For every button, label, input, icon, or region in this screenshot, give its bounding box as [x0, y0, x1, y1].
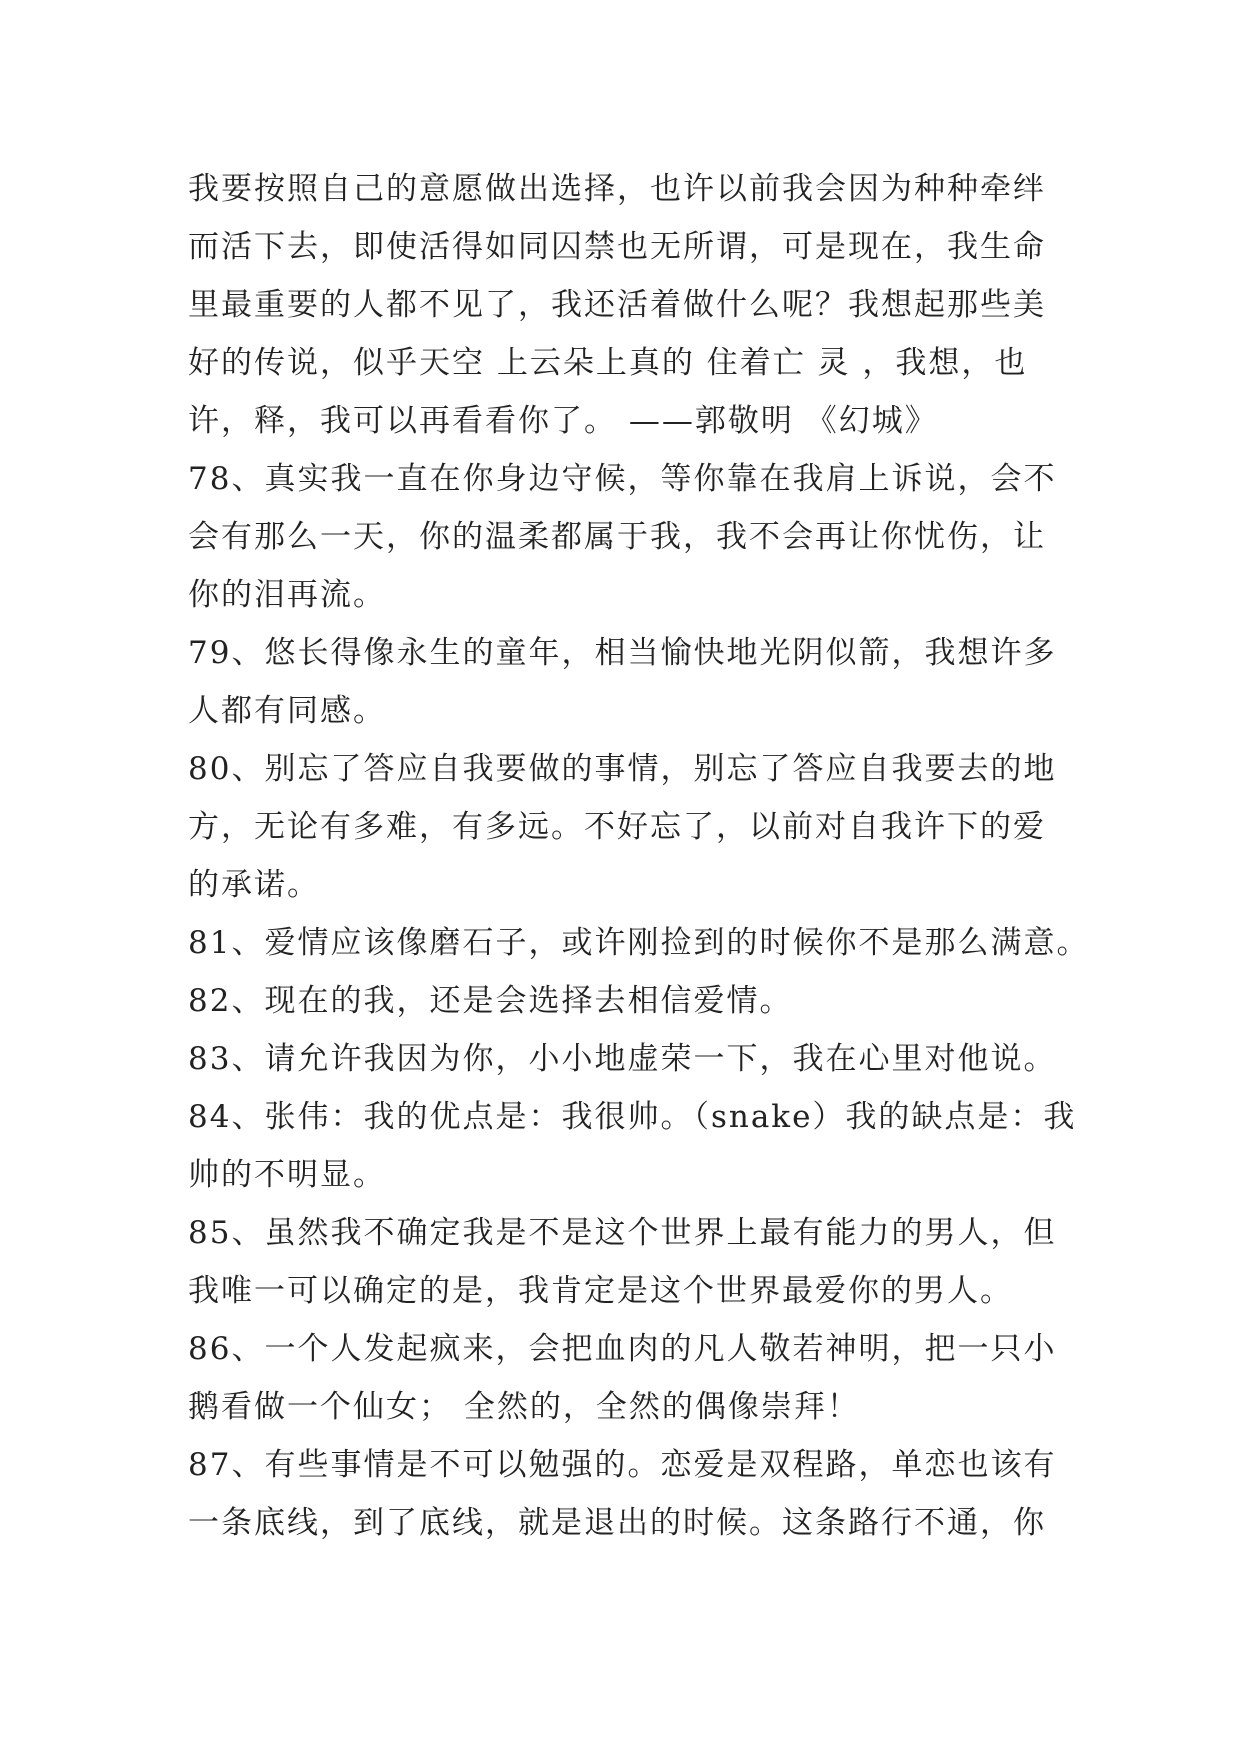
text-line: 78、真实我一直在你身边守候，等你靠在我肩上诉说，会不 [188, 461, 1057, 497]
text-line: 86、一个人发起疯来，会把血肉的凡人敬若神明，把一只小 [188, 1331, 1057, 1367]
text-line: 我要按照自己的意愿做出选择，也许以前我会因为种种牵绊 [188, 171, 1046, 207]
text-line: 会有那么一天，你的温柔都属于我，我不会再让你忧伤，让 [188, 519, 1046, 555]
document-body [188, 160, 1090, 1552]
text-line: 79、悠长得像永生的童年，相当愉快地光阴似箭，我想许多 [188, 635, 1057, 671]
text-line: 许，释，我可以再看看你了。 ——郭敬明 《幻城》 [188, 403, 938, 439]
text-line: 一条底线，到了底线，就是退出的时候。这条路行不通，你 [188, 1505, 1046, 1541]
text-line: 的承诺。 [188, 867, 320, 903]
text-line: 好的传说，似乎天空 上云朵上真的 住着亡 灵 ，我想，也 [188, 345, 1028, 381]
text-line: 方，无论有多难，有多远。不好忘了，以前对自我许下的爱 [188, 809, 1046, 845]
text-line: 80、别忘了答应自我要做的事情，别忘了答应自我要去的地 [188, 751, 1057, 787]
text-line: 82、现在的我，还是会选择去相信爱情。 [188, 983, 793, 1019]
text-line: 81、爱情应该像磨石子，或许刚捡到的时候你不是那么满意。 [188, 925, 1090, 961]
text-line: 帅的不明显。 [188, 1157, 386, 1193]
text-line: 我唯一可以确定的是，我肯定是这个世界最爱你的男人。 [188, 1273, 1013, 1309]
text-line: 85、虽然我不确定我是不是这个世界上最有能力的男人，但 [188, 1215, 1057, 1251]
text-line: 人都有同感。 [188, 693, 386, 729]
text-line: 83、请允许我因为你，小小地虚荣一下，我在心里对他说。 [188, 1041, 1057, 1077]
text-line: 鹅看做一个仙女； 全然的，全然的偶像崇拜！ [188, 1389, 860, 1425]
text-line: 而活下去，即使活得如同囚禁也无所谓，可是现在，我生命 [188, 229, 1046, 265]
text-line: 你的泪再流。 [188, 577, 386, 613]
text-line: 里最重要的人都不见了，我还活着做什么呢？我想起那些美 [188, 287, 1046, 323]
text-line: 87、有些事情是不可以勉强的。恋爱是双程路，单恋也该有 [188, 1447, 1057, 1483]
text-line: 84、张伟：我的优点是：我很帅。（snake）我的缺点是：我 [188, 1099, 1077, 1135]
